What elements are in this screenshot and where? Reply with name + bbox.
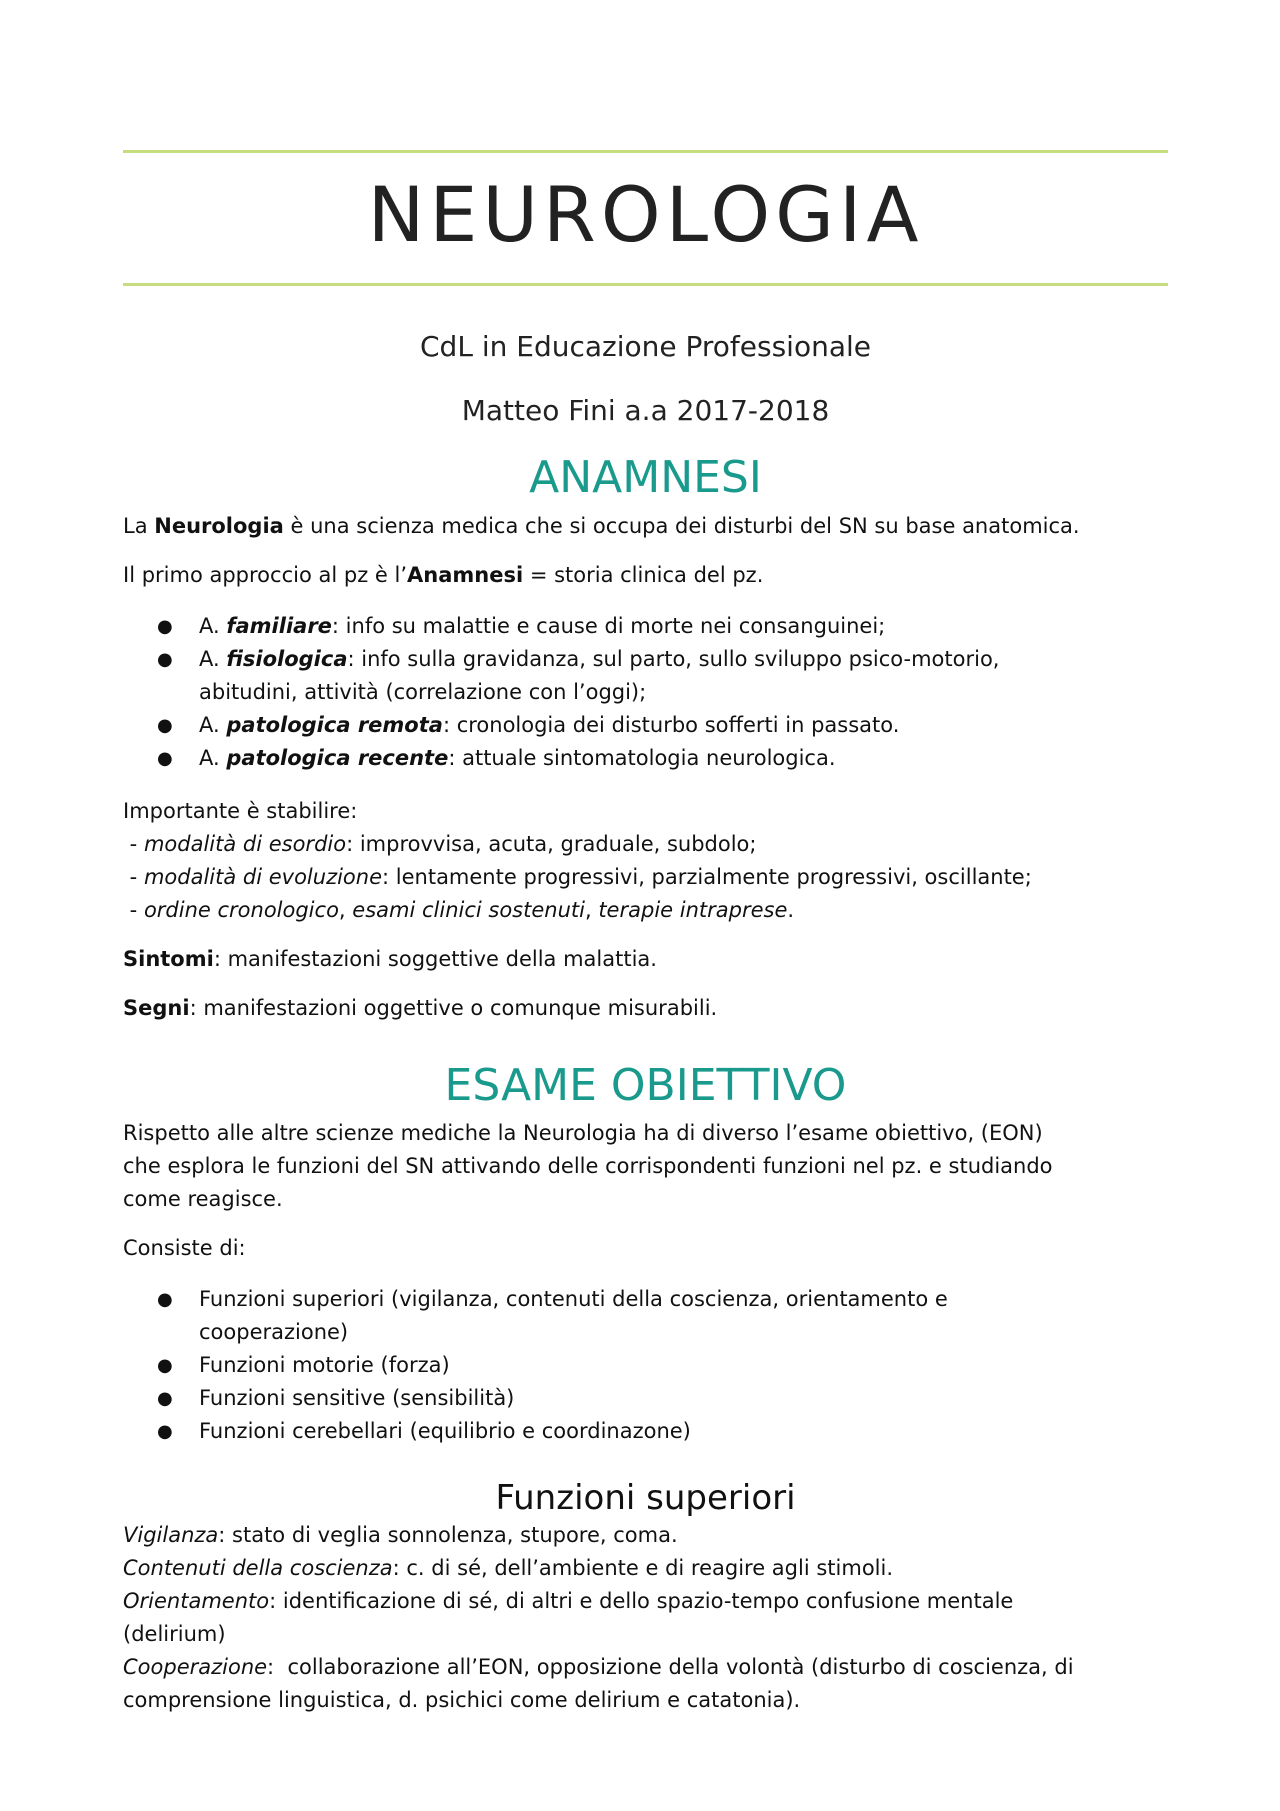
document-page bbox=[123, 150, 1168, 1717]
list-item: ● A. familiare: info su malattie e cause di morte nei consanguinei; bbox=[199, 610, 1168, 643]
term-anamnesi: Anamnesi bbox=[407, 562, 524, 587]
list-item: ● Funzioni motorie (forza) bbox=[199, 1349, 1168, 1382]
bullet-icon: ● bbox=[157, 1289, 173, 1311]
anamnesi-types-list bbox=[123, 610, 1168, 775]
document-title: NEUROLOGIA bbox=[367, 170, 924, 259]
consiste-lead: Consiste di: bbox=[123, 1236, 246, 1261]
importante-item: - modalità di evoluzione: lentamente progressivi, parzialmente progressivi, oscillante; bbox=[123, 864, 1032, 889]
contenuti-definition: Contenuti della coscienza: c. di sé, dell’ambiente e di reagire agli stimoli. bbox=[123, 1556, 894, 1581]
heading-esame-obiettivo: ESAME OBIETTIVO bbox=[444, 1059, 847, 1111]
bullet-icon: ● bbox=[157, 615, 173, 637]
importante-block bbox=[123, 795, 1168, 927]
list-item: ● A. patologica remota: cronologia dei disturbo sofferti in passato. bbox=[199, 709, 1168, 742]
importante-item: - modalità di esordio: improvvisa, acuta, graduale, subdolo; bbox=[123, 831, 757, 856]
list-item: ● Funzioni cerebellari (equilibrio e coordinazone) bbox=[199, 1415, 1168, 1448]
funzioni-superiori-definitions bbox=[123, 1519, 1168, 1717]
vigilanza-definition: Vigilanza: stato di veglia sonnolenza, stupore, coma. bbox=[123, 1523, 678, 1548]
bottom-accent-rule bbox=[123, 283, 1168, 286]
orientamento-continuation: (delirium) bbox=[123, 1622, 226, 1647]
segni-definition: Segni: manifestazioni oggettive o comunque misurabili. bbox=[123, 995, 718, 1020]
list-item: ● Funzioni sensitive (sensibilità) bbox=[199, 1382, 1168, 1415]
list-item: ● A. fisiologica: info sulla gravidanza, sul parto, sullo sviluppo psico-motorio, abitudini, attività (correlazione con l’oggi); bbox=[199, 643, 1168, 709]
cooperazione-definition: Cooperazione: collaborazione all’EON, opposizione della volontà (disturbo di coscienza, di bbox=[123, 1655, 1074, 1680]
esame-functions-list bbox=[123, 1283, 1168, 1448]
bullet-icon: ● bbox=[157, 648, 173, 670]
list-item: ● Funzioni superiori (vigilanza, contenuti della coscienza, orientamento e cooperazione) bbox=[199, 1283, 1168, 1349]
bullet-icon: ● bbox=[157, 1421, 173, 1443]
approccio-paragraph: Il primo approccio al pz è l’Anamnesi = storia clinica del pz. bbox=[123, 562, 764, 587]
sintomi-definition: Sintomi: manifestazioni soggettive della malattia. bbox=[123, 946, 657, 971]
bullet-icon: ● bbox=[157, 747, 173, 769]
bullet-icon: ● bbox=[157, 1388, 173, 1410]
orientamento-definition: Orientamento: identificazione di sé, di altri e dello spazio-tempo confusione mentale bbox=[123, 1589, 1014, 1614]
course-subtitle: CdL in Educazione Professionale bbox=[420, 330, 871, 363]
intro-paragraph: La Neurologia è una scienza medica che si occupa dei disturbi del SN su base anatomica. bbox=[123, 513, 1080, 538]
importante-lead: Importante è stabilire: bbox=[123, 798, 358, 823]
heading-funzioni-superiori: Funzioni superiori bbox=[495, 1478, 796, 1519]
esame-intro: Rispetto alle altre scienze mediche la Neurologia ha di diverso l’esame obiettivo, (EON) che esplora le funzioni del SN attivando delle corrispondenti funzioni nel pz. e studiando come reagisce. bbox=[123, 1121, 1053, 1212]
cooperazione-continuation: comprensione linguistica, d. psichici come delirium e catatonia). bbox=[123, 1688, 801, 1713]
author-year: Matteo Fini a.a 2017-2018 bbox=[461, 393, 830, 427]
bullet-icon: ● bbox=[157, 1355, 173, 1377]
term-neurologia: Neurologia bbox=[154, 513, 284, 538]
heading-anamnesi: ANAMNESI bbox=[529, 452, 762, 504]
list-item: ● A. patologica recente: attuale sintomatologia neurologica. bbox=[199, 742, 1168, 775]
importante-item: - ordine cronologico, esami clinici sostenuti, terapie intraprese. bbox=[123, 897, 795, 922]
bullet-icon: ● bbox=[157, 714, 173, 736]
